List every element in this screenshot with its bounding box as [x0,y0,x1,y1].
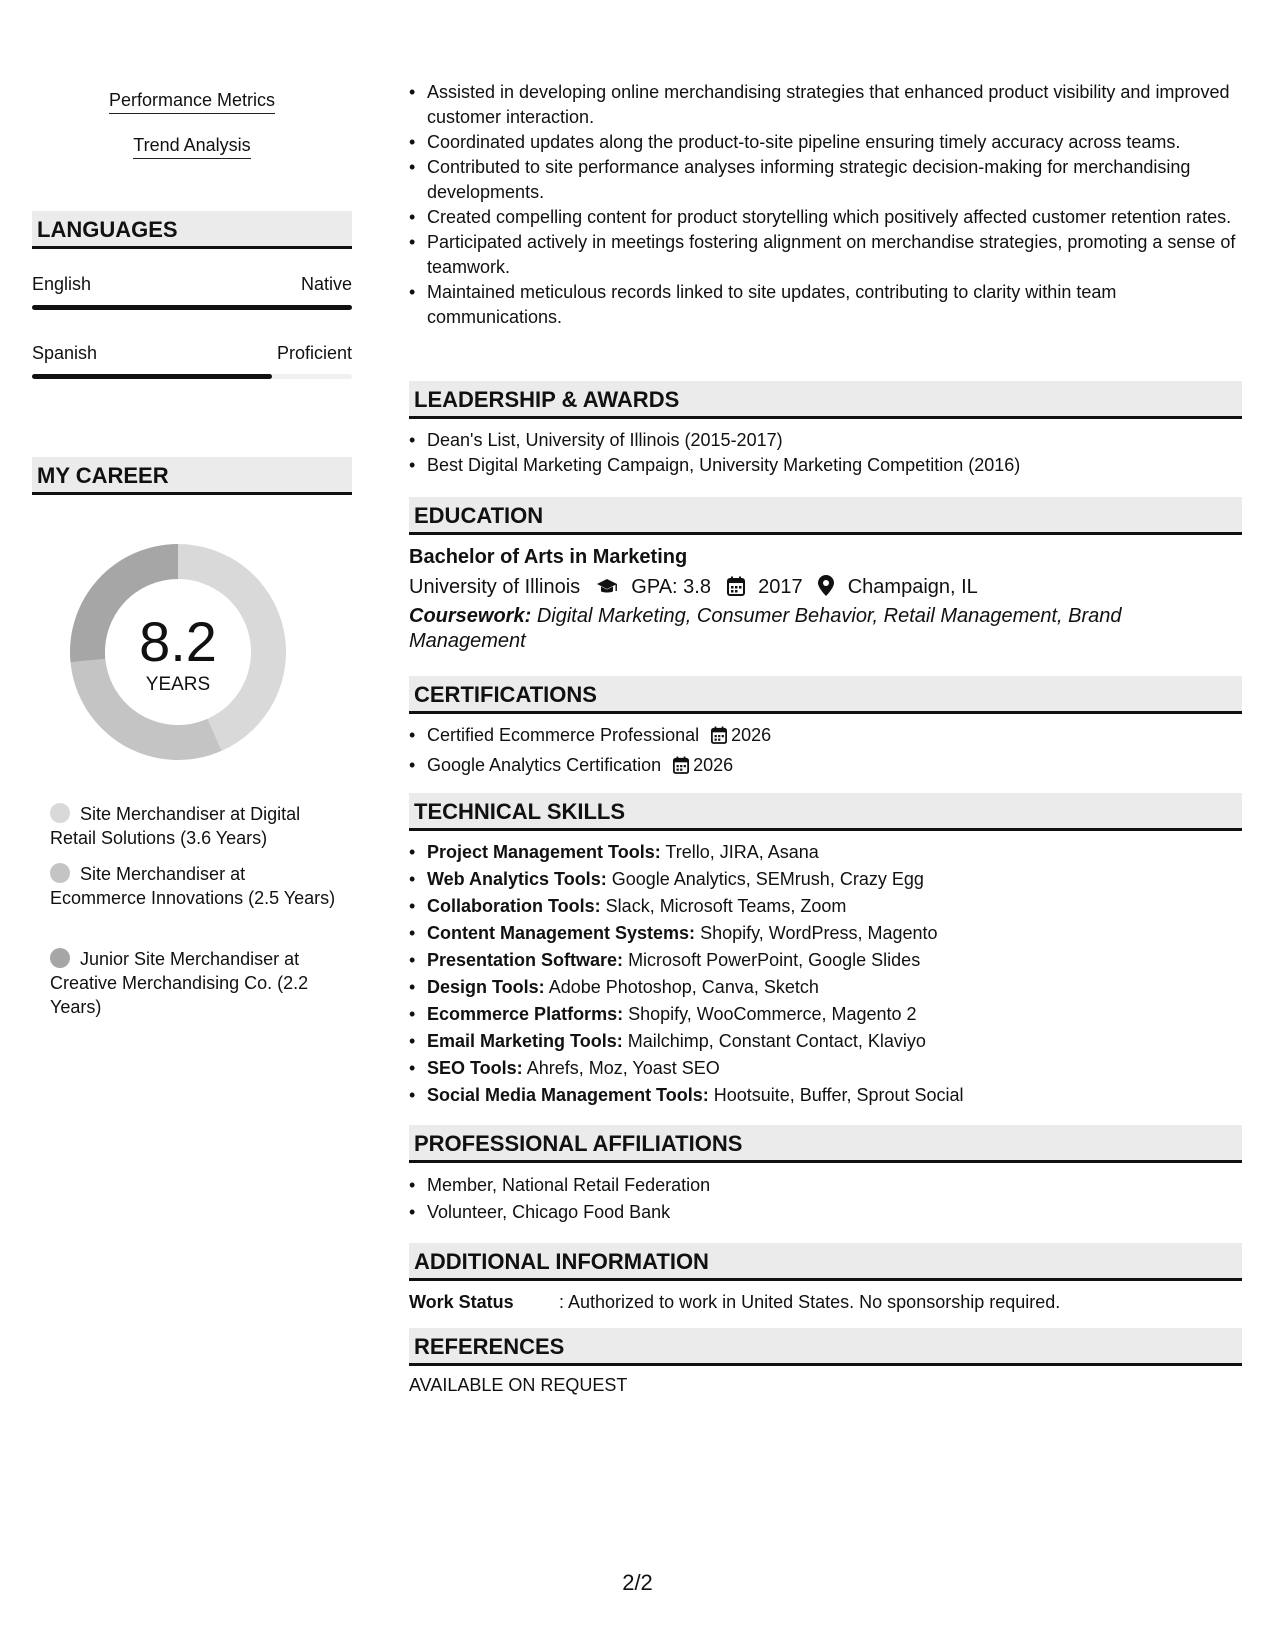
list-item: • Participated actively in meetings fostering alignment on merchandise strategies, promoting a sense of teamwork. [409,230,1242,280]
list-item: • Assisted in developing online merchandising strategies that enhanced product visibility and improved customer interaction. [409,80,1242,130]
list-item [409,723,1242,751]
list-item: • Maintained meticulous records linked to site updates, contributing to clarity within team communications. [409,280,1242,330]
skill-link-performance-metrics[interactable]: Performance Metrics [32,88,352,114]
list-item: • Content Management Systems: Shopify, WordPress, Magento [409,920,1242,947]
education-coursework [409,604,1169,654]
certification-name: Certified Ecommerce Professional [427,725,700,745]
career-legend-item: Junior Site Merchandiser at Creative Merchandising Co. (2.2 Years) [50,949,309,1017]
list-item: • Social Media Management Tools: Hootsuite, Buffer, Sprout Social [409,1082,1242,1109]
language-level: Native [300,274,352,294]
experience-bullets [409,80,1242,330]
education-degree: Bachelor of Arts in Marketing [409,546,688,568]
list-item [409,753,1242,781]
list-item: • Volunteer, Chicago Food Bank [409,1199,1242,1226]
career-total-value: 8.2 [139,610,217,673]
career-total-unit: YEARS [145,674,211,695]
education-details [409,574,978,603]
career-heading: MY CAREER [32,457,352,495]
work-status-value: : Authorized to work in United States. No sponsorship required. [559,1292,1061,1312]
education-gpa: GPA: 3.8 [631,576,711,598]
list-item: • Ecommerce Platforms: Shopify, WooCommerce, Magento 2 [409,1001,1242,1028]
list-item: • Collaboration Tools: Slack, Microsoft Teams, Zoom [409,893,1242,920]
language-proficiency-bar [32,305,352,310]
list-item: • Presentation Software: Microsoft PowerPoint, Google Slides [409,947,1242,974]
references-heading: REFERENCES [409,1328,1242,1366]
list-item: • Member, National Retail Federation [409,1172,1242,1199]
list-item: • Contributed to site performance analyses informing strategic decision-making for merchandising developments. [409,155,1242,205]
language-proficiency-fill [32,305,352,310]
technical-skills-list [409,839,1242,1109]
work-status-label: Work Status [409,1292,514,1312]
list-item: • Dean's List, University of Illinois (2015-2017) [409,428,1242,453]
leadership-list [409,428,1242,478]
language-proficiency-bar [32,374,352,379]
certification-year: 2026 [731,725,772,745]
list-item: • Web Analytics Tools: Google Analytics, SEMrush, Crazy Egg [409,866,1242,893]
certification-name: Google Analytics Certification [427,755,662,775]
technical-skills-heading: TECHNICAL SKILLS [409,793,1242,831]
calendar-icon [673,756,689,781]
education-heading: EDUCATION [409,497,1242,535]
legend-dot [50,948,70,968]
career-legend-item: Site Merchandiser at Digital Retail Solutions (3.6 Years) [50,804,301,848]
coursework-label: Coursework: [409,605,532,627]
list-item: • Coordinated updates along the product-to-site pipeline ensuring timely accuracy across teams. [409,130,1242,155]
affiliations-list [409,1172,1242,1226]
certifications-list [409,723,1242,781]
graduation-cap-icon [596,577,618,603]
list-item: • Best Digital Marketing Campaign, University Marketing Competition (2016) [409,453,1242,478]
legend-dot [50,803,70,823]
skill-link-trend-analysis[interactable]: Trend Analysis [32,133,352,159]
affiliations-heading: PROFESSIONAL AFFILIATIONS [409,1125,1242,1163]
calendar-icon [727,576,745,603]
calendar-icon [711,726,727,751]
additional-info-heading: ADDITIONAL INFORMATION [409,1243,1242,1281]
list-item: • Created compelling content for product storytelling which positively affected customer retention rates. [409,205,1242,230]
leadership-heading: LEADERSHIP & AWARDS [409,381,1242,419]
references-text: AVAILABLE ON REQUEST [409,1375,628,1395]
languages-heading: LANGUAGES [32,211,352,249]
certification-year: 2026 [693,755,734,775]
list-item: • Design Tools: Adobe Photoshop, Canva, Sketch [409,974,1242,1001]
map-pin-icon [818,575,834,603]
list-item: • Email Marketing Tools: Mailchimp, Constant Contact, Klaviyo [409,1028,1242,1055]
certifications-heading: CERTIFICATIONS [409,676,1242,714]
education-year: 2017 [758,576,803,598]
career-donut-chart [66,540,290,764]
education-school: University of Illinois [409,576,581,598]
list-item: • SEO Tools: Ahrefs, Moz, Yoast SEO [409,1055,1242,1082]
career-legend-item: Site Merchandiser at Ecommerce Innovations (2.5 Years) [50,864,336,908]
page-number: 2/2 [622,1570,653,1595]
language-name: English [32,274,92,294]
legend-dot [50,863,70,883]
language-level: Proficient [276,343,352,363]
language-name: Spanish [32,343,98,363]
list-item: • Project Management Tools: Trello, JIRA, Asana [409,839,1242,866]
work-status-row [409,1290,1060,1314]
coursework-text: Digital Marketing, Consumer Behavior, Retail Management, Brand Management [409,605,1122,652]
education-location: Champaign, IL [847,576,978,598]
language-proficiency-fill [32,374,272,379]
